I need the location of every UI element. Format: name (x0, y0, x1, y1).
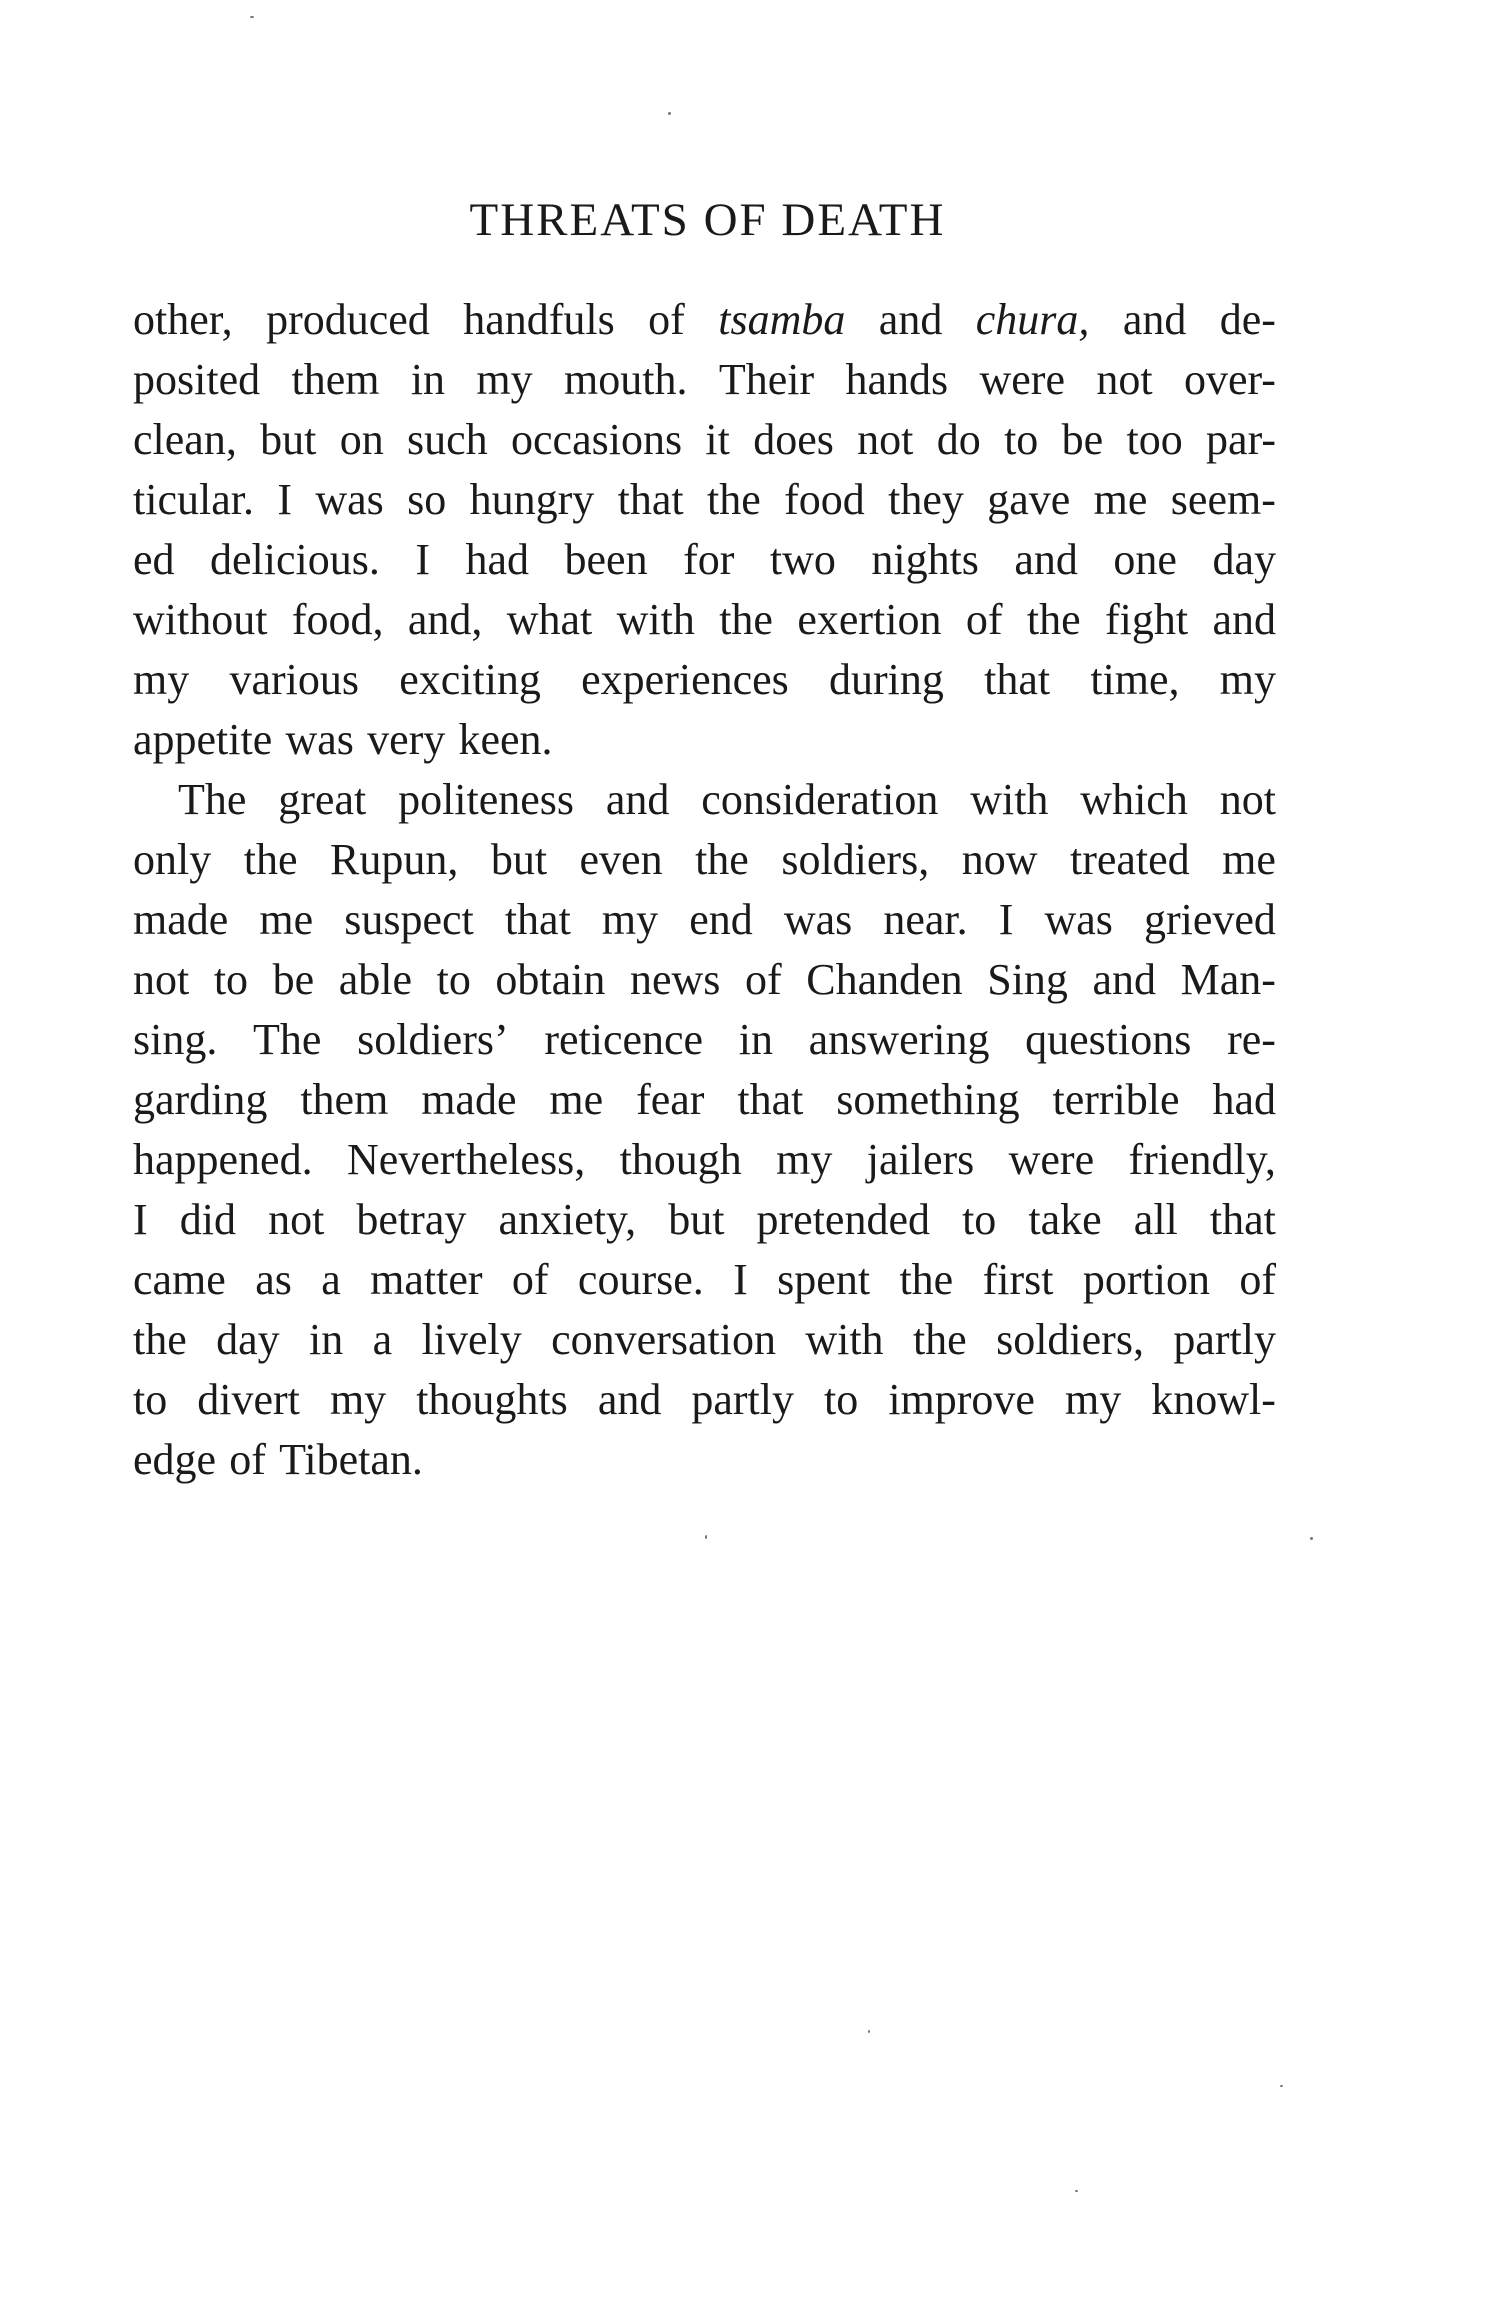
word: only (133, 835, 212, 884)
word: food, (291, 595, 384, 644)
word: and (1014, 535, 1078, 584)
word: my (601, 895, 659, 944)
word: of (229, 1435, 266, 1484)
word: consideration (701, 775, 939, 824)
paper-speck (250, 16, 254, 18)
word: in (309, 1315, 344, 1364)
word: The (253, 1015, 322, 1064)
text-line (133, 1370, 1276, 1430)
italic-word: tsamba (718, 295, 846, 344)
word: lively (421, 1315, 522, 1364)
word: to (436, 955, 471, 1004)
text-line (133, 350, 1276, 410)
word: ed (133, 535, 175, 584)
word: my (329, 1375, 387, 1424)
word: without (133, 595, 268, 644)
paper-speck (1310, 1537, 1313, 1540)
word: but (490, 835, 548, 884)
word: posited (133, 355, 261, 404)
word: knowl- (1151, 1375, 1276, 1424)
word: improve (888, 1375, 1035, 1424)
word: I (415, 535, 431, 584)
text-line (133, 1190, 1276, 1250)
word: me (1222, 835, 1276, 884)
word: and (878, 295, 943, 344)
word: in (410, 355, 446, 404)
word: of (745, 955, 782, 1004)
word: it (705, 415, 730, 464)
word: partly (1173, 1315, 1276, 1364)
word: I (133, 1195, 148, 1244)
word: food (784, 475, 865, 524)
word: with (970, 775, 1049, 824)
text-line (133, 710, 1276, 770)
word: course. (577, 1255, 704, 1304)
word: obtain (495, 955, 606, 1004)
word: and, (407, 595, 483, 644)
word: such (407, 415, 488, 464)
word: that (617, 475, 684, 524)
word: Rupun, (329, 835, 459, 884)
word: the (719, 595, 773, 644)
word: fear (636, 1075, 705, 1124)
word: garding (133, 1075, 268, 1124)
word: occasions (511, 415, 683, 464)
word: other, (133, 295, 233, 344)
word: of (511, 1255, 549, 1304)
word: hands (845, 355, 949, 404)
word: but (260, 415, 317, 464)
word: was (783, 895, 853, 944)
word: made (421, 1075, 517, 1124)
word: all (1133, 1195, 1178, 1244)
body-text (133, 290, 1276, 1490)
word: of (965, 595, 1003, 644)
text-line (133, 770, 1276, 830)
word: jailers (866, 1135, 975, 1184)
word: produced (266, 295, 430, 344)
word: to (824, 1375, 859, 1424)
word: something (836, 1075, 1020, 1124)
paragraph (133, 770, 1276, 1490)
word: my (1219, 655, 1276, 704)
word: does (753, 415, 834, 464)
text-line (133, 1250, 1276, 1310)
word: I (277, 475, 292, 524)
word: during (829, 655, 944, 704)
text-line (133, 1070, 1276, 1130)
word: had (465, 535, 530, 584)
word: Man- (1180, 955, 1276, 1004)
word: time, (1090, 655, 1180, 704)
italic-word: chura, (975, 295, 1090, 344)
word: first (982, 1255, 1054, 1304)
word: hungry (469, 475, 595, 524)
word: reticence (544, 1015, 704, 1064)
word: for (683, 535, 735, 584)
word: ticular. (133, 475, 254, 524)
word: and (597, 1375, 662, 1424)
word: answering (808, 1015, 990, 1064)
word: matter (370, 1255, 483, 1304)
word: Sing (987, 955, 1068, 1004)
word: were (979, 355, 1065, 404)
text-line (133, 950, 1276, 1010)
text-line (133, 890, 1276, 950)
word: anxiety, (498, 1195, 637, 1244)
text-line (133, 1010, 1276, 1070)
word: in (738, 1015, 773, 1064)
word: they (888, 475, 964, 524)
word: handfuls (463, 295, 615, 344)
word: day (1212, 535, 1276, 584)
word: me (549, 1075, 604, 1124)
word: the (133, 1315, 187, 1364)
word: was (285, 715, 354, 764)
word: too (1126, 415, 1183, 464)
text-line (133, 590, 1276, 650)
word: two (769, 535, 836, 584)
word: The (178, 775, 247, 824)
word: and (1092, 955, 1157, 1004)
word: that (1209, 1195, 1276, 1244)
paper-speck (1280, 2085, 1283, 2087)
word: be (1061, 415, 1104, 464)
word: but (668, 1195, 725, 1244)
word: exciting (399, 655, 541, 704)
word: the (706, 475, 761, 524)
word: the (1026, 595, 1081, 644)
word: my (133, 655, 190, 704)
word: which (1080, 775, 1188, 824)
word: be (272, 955, 315, 1004)
word: de- (1219, 295, 1276, 344)
word: and (1122, 295, 1187, 344)
word: what (506, 595, 593, 644)
word: my (776, 1135, 833, 1184)
word: nights (871, 535, 979, 584)
word: my (476, 355, 533, 404)
word: my (1064, 1375, 1122, 1424)
word: appetite (133, 715, 273, 764)
text-line (133, 650, 1276, 710)
word: that (737, 1075, 804, 1124)
word: friendly, (1128, 1135, 1276, 1184)
word: of (1239, 1255, 1276, 1304)
word: thoughts (416, 1375, 568, 1424)
word: me (259, 895, 314, 944)
word: was (315, 475, 384, 524)
word: conversation (551, 1315, 776, 1364)
word: par- (1206, 415, 1276, 464)
word: betray (356, 1195, 467, 1244)
word: questions (1025, 1015, 1192, 1064)
word: not (133, 955, 190, 1004)
word: not (268, 1195, 325, 1244)
word: Chanden (806, 955, 963, 1004)
word: spent (777, 1255, 871, 1304)
word: even (579, 835, 663, 884)
word: of (648, 295, 685, 344)
word: gave (987, 475, 1071, 524)
word: Tibetan. (279, 1435, 423, 1484)
word: fight (1105, 595, 1189, 644)
word: now (961, 835, 1038, 884)
word: edge (133, 1435, 217, 1484)
text-line (133, 1430, 1276, 1490)
word: the (695, 835, 749, 884)
word: clean, (133, 415, 237, 464)
word: so (407, 475, 447, 524)
text-line (133, 290, 1276, 350)
word: were (1008, 1135, 1095, 1184)
word: had (1212, 1075, 1276, 1124)
word: I (733, 1255, 748, 1304)
word: end (689, 895, 753, 944)
word: news (629, 955, 721, 1004)
paper-speck (668, 112, 671, 115)
word: happened. (133, 1135, 313, 1184)
word: delicious. (210, 535, 380, 584)
text-line (133, 530, 1276, 590)
text-line (133, 1310, 1276, 1370)
word: over- (1183, 355, 1276, 404)
word: with (616, 595, 695, 644)
word: suspect (344, 895, 474, 944)
word: able (338, 955, 413, 1004)
word: Nevertheless, (346, 1135, 586, 1184)
paragraph (133, 290, 1276, 770)
word: did (179, 1195, 236, 1244)
word: not (1096, 355, 1153, 404)
word: politeness (398, 775, 575, 824)
word: not (1219, 775, 1276, 824)
word: me (1093, 475, 1148, 524)
word: seem- (1170, 475, 1276, 524)
word: Their (718, 355, 815, 404)
word: to (213, 955, 249, 1004)
word: do (936, 415, 981, 464)
word: them (300, 1075, 389, 1124)
word: the (243, 835, 298, 884)
text-line (133, 1130, 1276, 1190)
word: was (1044, 895, 1113, 944)
word: that (504, 895, 571, 944)
word: very (367, 715, 446, 764)
word: not (857, 415, 914, 464)
word: to (133, 1375, 168, 1424)
word: mouth. (564, 355, 688, 404)
word: great (278, 775, 367, 824)
word: re- (1227, 1015, 1276, 1064)
paper-speck (705, 1535, 707, 1539)
word: day (216, 1315, 280, 1364)
word: experiences (581, 655, 789, 704)
word: been (564, 535, 648, 584)
word: soldiers, (781, 835, 930, 884)
word: that (984, 655, 1051, 704)
word: on (339, 415, 384, 464)
word: near. (883, 895, 968, 944)
word: take (1028, 1195, 1102, 1244)
word: terrible (1052, 1075, 1180, 1124)
word: keen. (458, 715, 553, 764)
word: as (255, 1255, 292, 1304)
word: soldiers, (996, 1315, 1144, 1364)
word: a (372, 1315, 393, 1364)
word: made (133, 895, 229, 944)
word: to (1004, 415, 1039, 464)
word: and (605, 775, 670, 824)
word: though (619, 1135, 742, 1184)
word: exertion (797, 595, 942, 644)
word: grieved (1143, 895, 1276, 944)
word: to (962, 1195, 997, 1244)
word: came (133, 1255, 226, 1304)
word: one (1113, 535, 1177, 584)
word: partly (691, 1375, 795, 1424)
word: various (229, 655, 359, 704)
word: soldiers’ (357, 1015, 509, 1064)
word: I (998, 895, 1014, 944)
word: sing. (133, 1015, 218, 1064)
text-line (133, 410, 1276, 470)
word: a (321, 1255, 341, 1304)
paper-speck (1075, 2190, 1078, 2192)
word: the (899, 1255, 954, 1304)
text-line (133, 830, 1276, 890)
text-line (133, 470, 1276, 530)
word: the (912, 1315, 967, 1364)
word: divert (197, 1375, 300, 1424)
word: and (1212, 595, 1276, 644)
running-head: THREATS OF DEATH (469, 194, 946, 246)
word: treated (1069, 835, 1190, 884)
word: with (805, 1315, 884, 1364)
word: portion (1082, 1255, 1210, 1304)
word: them (291, 355, 380, 404)
paper-speck (868, 2030, 870, 2033)
word: pretended (756, 1195, 930, 1244)
